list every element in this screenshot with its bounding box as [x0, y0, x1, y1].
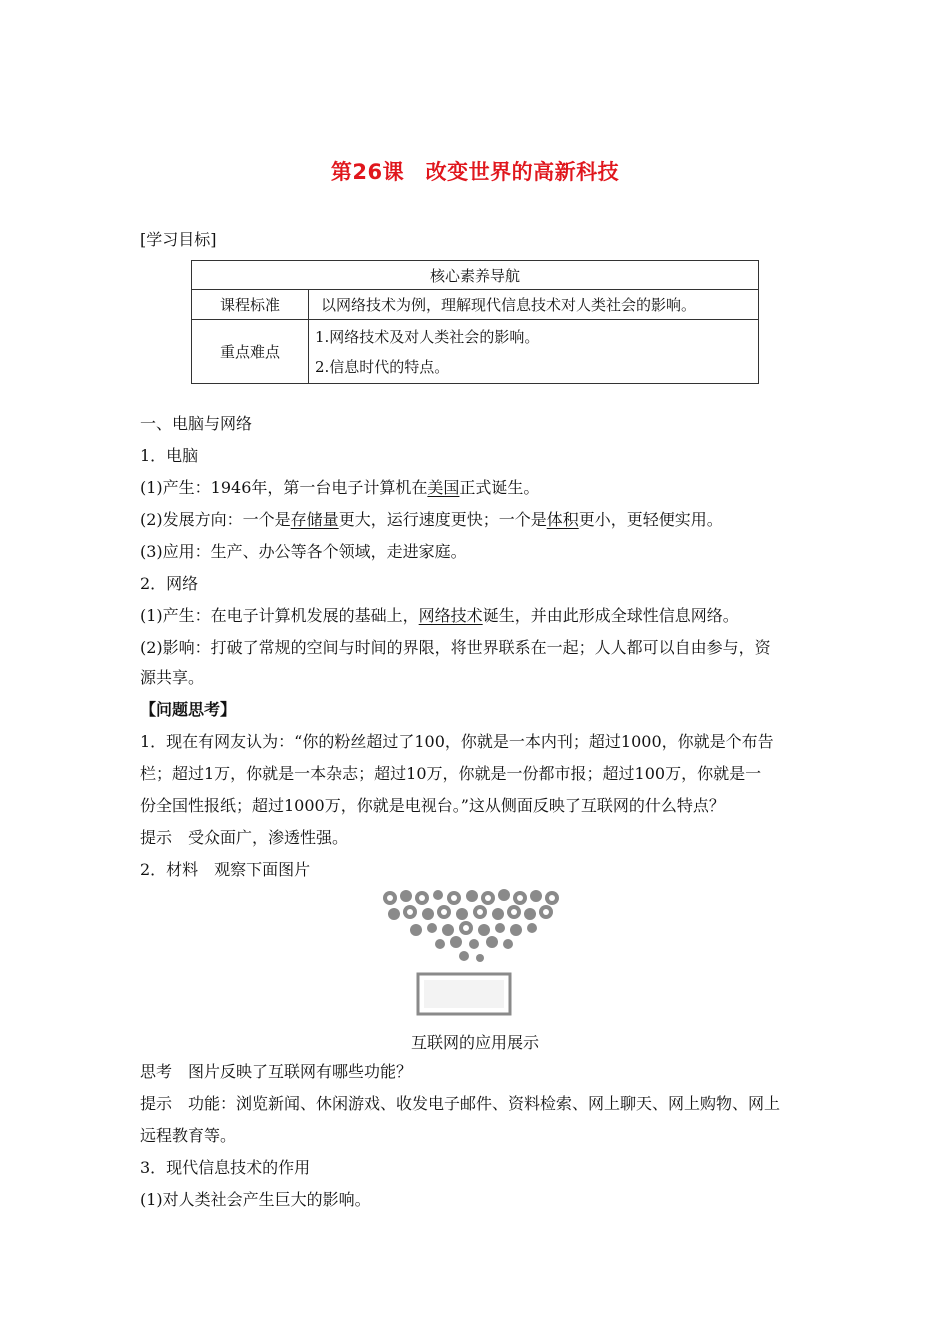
internet-applications-figure: [380, 888, 570, 1018]
paragraph: (3)应用：生产、办公等各个领域，走进家庭。: [140, 542, 467, 561]
table-row-label: 重点难点: [192, 320, 309, 384]
answer-hint: 远程教育等。: [140, 1126, 237, 1145]
underlined-term: 美国: [427, 478, 460, 497]
text-run: 更小，更轻便实用。: [578, 510, 723, 529]
underlined-term: 存储量: [290, 510, 339, 529]
paragraph: [140, 478, 539, 498]
paragraph: [140, 606, 739, 626]
think-heading: 【问题思考】: [140, 700, 237, 719]
section-heading: 一、电脑与网络: [140, 414, 253, 433]
goals-table: [191, 260, 759, 384]
paragraph: 源共享。: [140, 668, 205, 687]
question-text: 栏；超过1万，你就是一本杂志；超过10万，你就是一份都市报；超过100万，你就是一: [140, 764, 762, 783]
table-row-line: 1.网络技术及对人类社会的影响。: [315, 327, 540, 346]
figure-caption: 互联网的应用展示: [410, 1033, 539, 1052]
table-row-label: 课程标准: [192, 290, 309, 320]
question-text: 份全国性报纸；超过1000万，你就是电视台。”这从侧面反映了互联网的什么特点？: [140, 796, 725, 815]
question-text: 2．材料 观察下面图片: [140, 860, 311, 879]
subsection-heading: 1．电脑: [140, 446, 199, 465]
text-run: (1)产生：1946年，第一台电子计算机在: [140, 478, 428, 497]
page-title: 第26课 改变世界的高新科技: [330, 160, 620, 184]
paragraph: (2)影响：打破了常规的空间与时间的界限，将世界联系在一起；人人都可以自由参与，资: [140, 638, 771, 657]
text-run: (1)产生：在电子计算机发展的基础上，: [140, 606, 419, 625]
text-run: 更大，运行速度更快；一个是: [338, 510, 547, 529]
answer-hint: 提示 受众面广，渗透性强。: [140, 828, 349, 847]
question-text: 思考 图片反映了互联网有哪些功能？: [140, 1062, 413, 1081]
table-row-content: 以网络技术为例，理解现代信息技术对人类社会的影响。: [309, 290, 759, 320]
text-run: 诞生，并由此形成全球性信息网络。: [482, 606, 739, 625]
question-text: 1．现在有网友认为：“你的粉丝超过了100，你就是一本内刊；超过1000，你就是个布告: [140, 732, 774, 751]
paragraph: (1)对人类社会产生巨大的影响。: [140, 1190, 371, 1209]
goals-table-header: 核心素养导航: [192, 261, 759, 290]
subsection-heading: 3．现代信息技术的作用: [140, 1158, 311, 1177]
table-row-content: [309, 320, 759, 384]
subsection-heading: 2．网络: [140, 574, 199, 593]
underlined-term: 网络技术: [418, 606, 483, 625]
table-row-line: 2.信息时代的特点。: [315, 357, 450, 376]
paragraph: [140, 510, 723, 530]
answer-hint: 提示 功能：浏览新闻、休闲游戏、收发电子邮件、资料检索、网上聊天、网上购物、网上: [140, 1094, 781, 1113]
text-run: 正式诞生。: [459, 478, 540, 497]
underlined-term: 体积: [546, 510, 579, 529]
goals-label: [学习目标]: [140, 230, 217, 249]
text-run: (2)发展方向：一个是: [140, 510, 291, 529]
